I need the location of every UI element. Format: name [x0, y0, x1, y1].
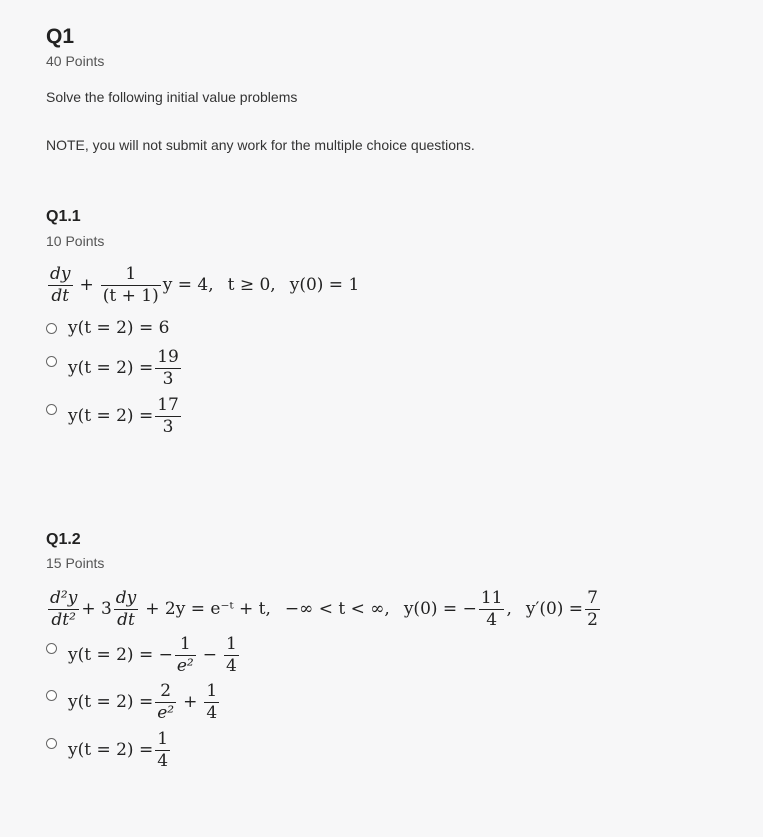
q1-1-equation: $\frac{dy}{dt}$ + $\frac{1}{(t + 1)}$ y = 4, t ≥ 0, y(0) = 1: [50, 263, 360, 306]
one-over-t-plus-1-fraction: $\frac{1}{(t + 1)}$: [102, 263, 159, 306]
ic1-fraction: $\frac{11}{4}$: [480, 587, 503, 630]
q1-instruction: Solve the following initial value problems: [46, 89, 298, 105]
question-page: Q1 40 Points Solve the following initial value problems NOTE, you will not submit any work for the multiple choice questions. Q1.1 10 Points $\frac{dy}{dt}$ + $\frac{1}{(t + 1)}$ y = 4, t ≥ 0, y(0) = 1 y(t = 2) = 6 y(t = 2) = $\frac{19}{3}$ y(t = 2) = $\frac{17}{3}$ Q1.2 15 Points $\frac{\text{d²y}}{\text{dt²}}$ + 3 $\frac{dy}{dt}$ + 2y = e⁻ᵗ + t, −∞ < t < ∞, y(0) = − $\frac{11}{4}$ , y′(0) = $\frac{7}{2}$ y(t = 2) = − $\frac{1}{\text{e²}}$ − $\frac{1}{4}$ y(t = 2) = $\frac{2}{\text{e²}}$ + $\frac{1}{4}$ y(t = 2) = $\frac{1}{4}$: [0, 0, 763, 837]
ic2-fraction: $\frac{7}{2}$: [587, 587, 598, 630]
choice-fraction: $\frac{1}{\text{e²}}$: [176, 634, 194, 676]
dy-dt-fraction: $\frac{dy}{dt}$: [50, 263, 71, 306]
choice-fraction: $\frac{1}{4}$: [206, 681, 218, 723]
q1-2-equation: $\frac{\text{d²y}}{\text{dt²}}$ + 3 $\frac{dy}{dt}$ + 2y = e⁻ᵗ + t, −∞ < t < ∞, y(0) = − $\frac{11}{4}$ , y′(0) = $\frac{7}{2}$: [50, 587, 598, 630]
radio-button[interactable]: [46, 323, 57, 334]
d2y-dt2-fraction: $\frac{\text{d²y}}{\text{dt²}}$: [50, 587, 78, 630]
q1-2-points: 15 Points: [46, 555, 105, 571]
q1-points: 40 Points: [46, 53, 105, 69]
radio-button[interactable]: [46, 404, 57, 415]
choice-fraction: $\frac{1}{4}$: [157, 729, 169, 771]
q1-1-title: Q1.1: [46, 208, 81, 225]
radio-button[interactable]: [46, 643, 57, 654]
q1-note: NOTE, you will not submit any work for the multiple choice questions.: [46, 137, 475, 153]
choice-fraction: $\frac{2}{\text{e²}}$: [157, 681, 175, 723]
choice-fraction: $\frac{1}{4}$: [226, 634, 237, 676]
q1-1-points: 10 Points: [46, 233, 105, 249]
q1-2-title: Q1.2: [46, 531, 81, 548]
q1-title: Q1: [46, 25, 75, 48]
choice-fraction: $\frac{17}{3}$: [157, 395, 179, 437]
radio-button[interactable]: [46, 738, 57, 749]
radio-button[interactable]: [46, 356, 57, 367]
dy-dt-fraction: $\frac{dy}{dt}$: [115, 587, 137, 630]
choice-fraction: $\frac{19}{3}$: [157, 347, 179, 389]
radio-button[interactable]: [46, 690, 57, 701]
